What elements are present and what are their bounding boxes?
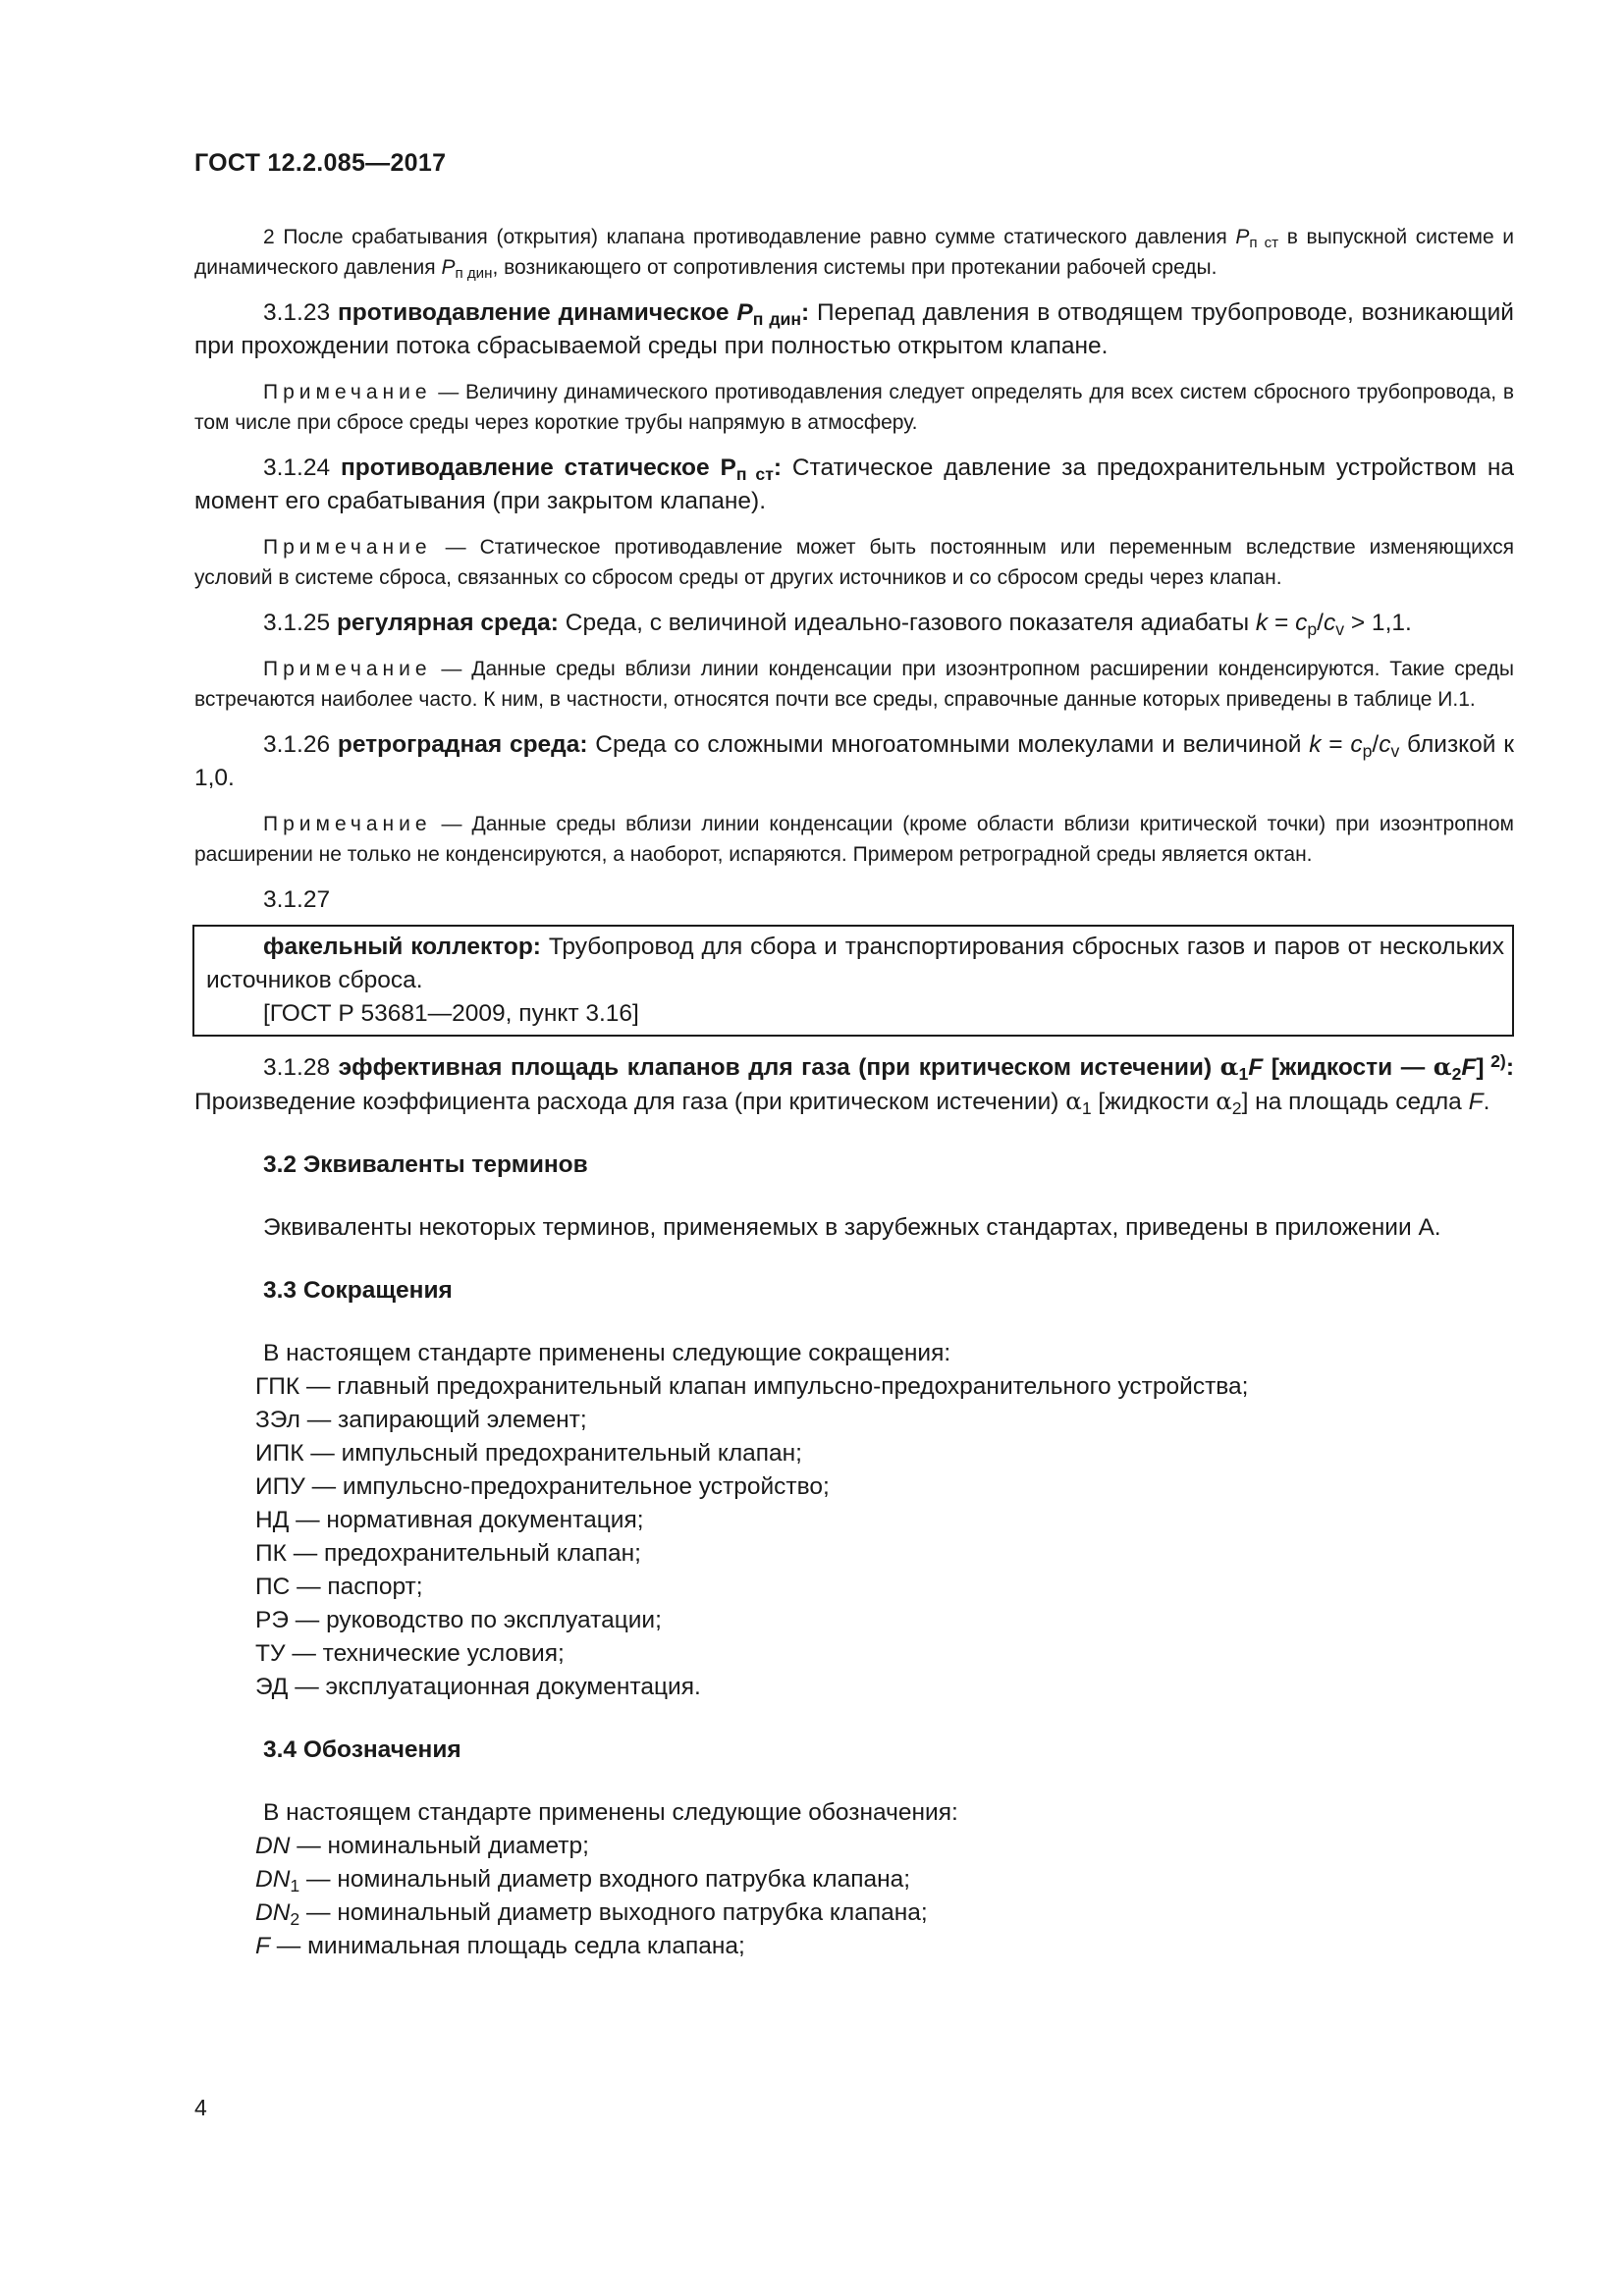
note-3-1-24: Примечание — Статическое противодавление может быть постоянным или переменным вследствие изменяющихся условий в системе сброса, связанных со сбросом среды от других источников и со сбросом среды через клапан. <box>194 536 1514 589</box>
term-3-1-23: 3.1.23 противодавление динамическое $P_{п дин}$: Перепад давления в отводящем трубопроводе, возникающий при прохождении потока сбрасываемой среды при полностью открытом клапане. <box>194 299 1514 359</box>
term-3-1-26: 3.1.26 ретроградная среда: Среда со сложными многоатомными молекулами и величиной $k = c_p/c_v$ близкой к 1,0. <box>194 731 1514 791</box>
term-3-1-28: 3.1.28 эффективная площадь клапанов для газа (при критическом истечении) $\alpha_1F$ [жидкости — $\alpha_2F$] $^{2)}$: Произведение коэффициента расхода для газа (при критическом истечении) $\alpha_1$ [жидкости $\alpha_2$] на площадь седла F. <box>194 1051 1514 1118</box>
list-item: $DN_2$ — номинальный диаметр выходного патрубка клапана; <box>255 1899 928 1929</box>
section-3-4-intro: В настоящем стандарте применены следующие обозначения: <box>263 1799 958 1826</box>
note-2: 2 После срабатывания (открытия) клапана противодавление равно сумме статического давления $P_{п ст}$ в выпускной системе и динамического давления $P_{п дин}$, возникающего от сопротивления системы при протекании рабочей среды. <box>194 226 1515 283</box>
section-3-3-title: 3.3 Сокращения <box>263 1277 453 1304</box>
list-item: F — минимальная площадь седла клапана; <box>255 1933 745 1959</box>
list-item: $DN_1$ — номинальный диаметр входного патрубка клапана; <box>255 1866 911 1896</box>
abbreviations-list <box>194 1370 1514 1704</box>
note-3-1-26: Примечание — Данные среды вблизи линии конденсации (кроме области вблизи критической точки) при изоэнтропном расширении не только не конденсируются, а наоборот, испаряются. Примером ретроградной среды является октан. <box>194 813 1514 866</box>
list-item: ГПК — главный предохранительный клапан импульсно-предохранительного устройства; <box>255 1373 1249 1400</box>
list-item: DN — номинальный диаметр; <box>255 1833 589 1859</box>
list-item: ТУ — технические условия; <box>255 1640 565 1667</box>
section-3-2-title: 3.2 Эквиваленты терминов <box>263 1151 588 1178</box>
term-3-1-27-definition: факельный коллектор: Трубопровод для сбора и транспортирования сбросных газов и паров от нескольких источников сброса. <box>206 934 1504 993</box>
note-3-1-23: Примечание — Величину динамического противодавления следует определять для всех систем сбросного трубопровода, в том числе при сбросе среды через короткие трубы напрямую в атмосферу. <box>194 381 1514 434</box>
term-3-1-24: 3.1.24 противодавление статическое $P_{п ст}$: Статическое давление за предохранительным устройством на момент его срабатывания (при закрытом клапане). <box>194 454 1514 514</box>
term-3-1-25: 3.1.25 регулярная среда: Среда, с величиной идеально-газового показателя адиабаты $k = c_p/c_v > 1,1$. <box>263 610 1412 639</box>
term-3-1-27-number: 3.1.27 <box>263 886 331 913</box>
term-3-1-27-box <box>192 925 1514 1037</box>
document-header: ГОСТ 12.2.085—2017 <box>194 149 447 177</box>
list-item: ЭД — эксплуатационная документация. <box>255 1674 701 1700</box>
list-item: ПС — паспорт; <box>255 1574 423 1600</box>
symbols-list <box>194 1830 1514 1963</box>
list-item: ИПУ — импульсно-предохранительное устройство; <box>255 1473 830 1500</box>
term-3-1-27-reference: [ГОСТ Р 53681—2009, пункт 3.16] <box>263 1000 639 1027</box>
note-3-1-25: Примечание — Данные среды вблизи линии конденсации при изоэнтропном расширении конденсируются. Такие среды встречаются наиболее часто. К ним, в частности, относятся почти все среды, справочные данные которых приведены в таблице И.1. <box>194 658 1514 711</box>
list-item: ЗЭл — запирающий элемент; <box>255 1407 587 1433</box>
page-number: 4 <box>194 2095 207 2120</box>
section-3-2-text: Эквиваленты некоторых терминов, применяемых в зарубежных стандартах, приведены в приложении А. <box>263 1214 1441 1241</box>
section-3-3-intro: В настоящем стандарте применены следующие сокращения: <box>263 1340 951 1366</box>
list-item: НД — нормативная документация; <box>255 1507 644 1533</box>
list-item: ИПК — импульсный предохранительный клапан; <box>255 1440 802 1467</box>
page-body <box>194 222 1514 1963</box>
list-item: РЭ — руководство по эксплуатации; <box>255 1607 662 1633</box>
section-3-4-title: 3.4 Обозначения <box>263 1736 461 1763</box>
list-item: ПК — предохранительный клапан; <box>255 1540 641 1567</box>
